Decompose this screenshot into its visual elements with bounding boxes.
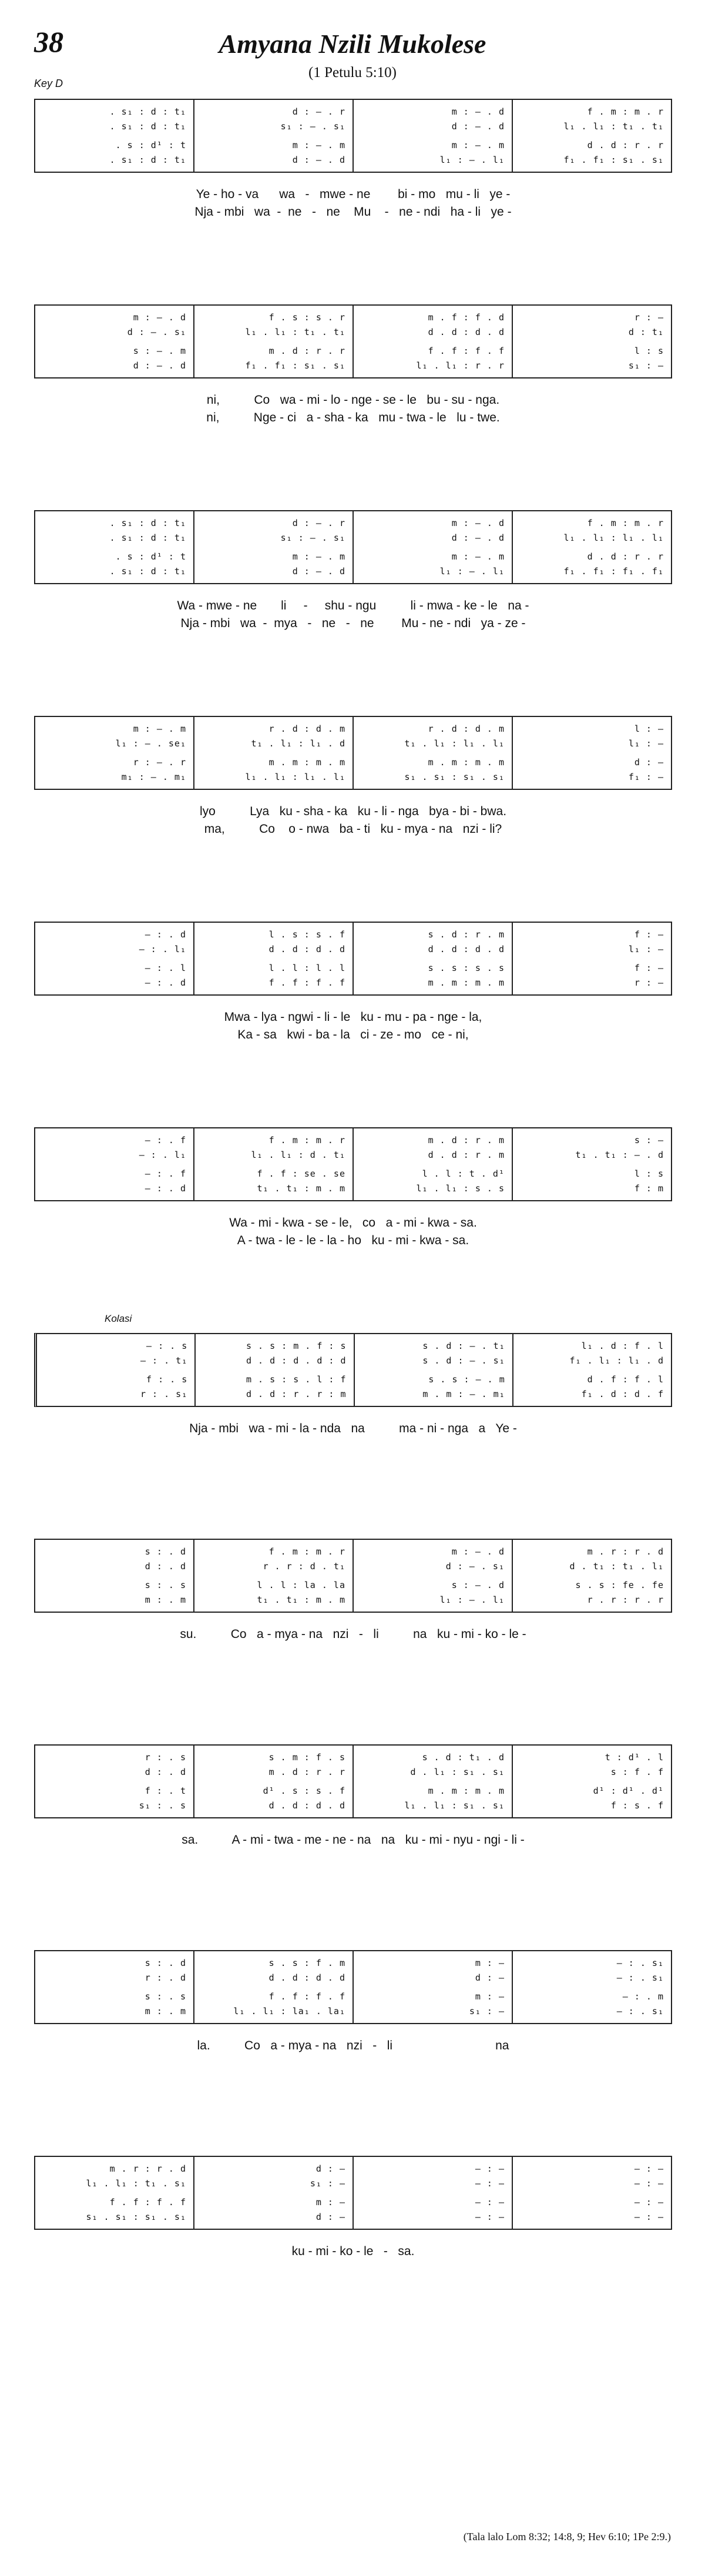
solfa-voice-line: f : — bbox=[634, 963, 664, 974]
lyric-line: Nja - mbi wa - mi - la - nda na ma - ni - nga a Ye - bbox=[189, 1422, 517, 1435]
solfa-voice-line: d : – . s₁ bbox=[127, 326, 186, 337]
measure bbox=[354, 100, 513, 172]
measure bbox=[194, 1540, 354, 1612]
solfa-voice-line: s : . d bbox=[145, 1958, 186, 1968]
scripture-reference: (1 Petulu 5:10) bbox=[308, 65, 397, 81]
measure bbox=[194, 511, 354, 583]
solfa-voice-line: s : . d bbox=[145, 1546, 186, 1557]
solfa-voice-line: s₁ : — bbox=[469, 2005, 505, 2016]
solfa-voice-line: m : – . d bbox=[451, 518, 505, 528]
solfa-voice-line: — : . l₁ bbox=[139, 943, 186, 954]
solfa-voice-line: d : — bbox=[315, 2211, 345, 2222]
measure bbox=[513, 1746, 671, 1817]
lyric-line: sa. A - mi - twa - me - ne - na na ku - mi - nyu - ngi - li - bbox=[182, 1833, 525, 1847]
solfa-voice-line: d . t₁ : t₁ . l₁ bbox=[569, 1560, 664, 1572]
lyric-line: Ka - sa kwi - ba - la ci - ze - mo ce - ni, bbox=[237, 1028, 469, 1041]
solfa-voice-line: d : — bbox=[634, 757, 664, 768]
measure bbox=[35, 100, 194, 172]
solfa-voice-line: t₁ . l₁ : l₁ . d bbox=[251, 738, 345, 749]
staff-box bbox=[34, 716, 672, 790]
solfa-voice-line: — : — bbox=[634, 2211, 664, 2222]
solfa-voice-line: d : – . d bbox=[292, 154, 345, 165]
solfa-voice-line: l . l : l . l bbox=[268, 963, 345, 974]
solfa-voice-line: m . d : r . r bbox=[268, 346, 345, 357]
measure bbox=[194, 1746, 354, 1817]
music-system bbox=[34, 510, 672, 630]
measure bbox=[513, 100, 671, 172]
hymn-number: 38 bbox=[34, 25, 63, 58]
solfa-voice-line: m : – . m bbox=[451, 140, 505, 151]
solfa-voice-line: d¹ . s : s . f bbox=[263, 1786, 345, 1797]
solfa-voice-line: f . f : f . f bbox=[428, 346, 505, 357]
staff-box bbox=[34, 510, 672, 584]
solfa-voice-line: l : s bbox=[634, 346, 664, 357]
measure bbox=[513, 923, 671, 994]
solfa-voice-line: m . m : m . m bbox=[428, 1786, 505, 1797]
solfa-voice-line: d : — bbox=[315, 2163, 345, 2174]
solfa-voice-line: t₁ . t₁ : m . m bbox=[257, 1183, 345, 1194]
solfa-voice-line: m : – . m bbox=[451, 551, 505, 562]
solfa-voice-line: — : . m bbox=[622, 1991, 664, 2002]
lyric-line: Nja - mbi wa - ne - ne Mu - ne - ndi ha - li ye - bbox=[194, 205, 512, 219]
lyric-line: Mwa - lya - ngwi - li - le ku - mu - pa - nge - la, bbox=[224, 1010, 482, 1024]
lyric-line: Ye - ho - va wa - mwe - ne bi - mo mu - li ye - bbox=[196, 187, 511, 201]
solfa-voice-line: — : . s bbox=[146, 1341, 188, 1351]
lyric-line: la. Co a - mya - na nzi - li na bbox=[197, 2039, 509, 2052]
measure bbox=[513, 1540, 671, 1612]
solfa-voice-line: l₁ . l₁ : s . s bbox=[416, 1183, 505, 1194]
solfa-voice-line: l₁ : — bbox=[628, 738, 664, 749]
solfa-voice-line: — : — bbox=[634, 2178, 664, 2189]
measure bbox=[37, 1334, 196, 1406]
solfa-voice-line: — : — bbox=[475, 2211, 505, 2222]
solfa-voice-line: m : — bbox=[475, 1991, 505, 2002]
solfa-voice-line: r : — bbox=[634, 312, 664, 323]
solfa-voice-line: — : — bbox=[475, 2163, 505, 2174]
solfa-voice-line: m : – . m bbox=[292, 551, 345, 562]
music-system bbox=[34, 1313, 672, 1435]
solfa-voice-line: d . d : d . d bbox=[268, 1972, 345, 1983]
solfa-voice-line: s . s : – . m bbox=[428, 1374, 505, 1385]
solfa-voice-line: m . m : – . m₁ bbox=[422, 1388, 505, 1399]
solfa-voice-line: f₁ . f₁ : s₁ . s₁ bbox=[563, 154, 664, 165]
solfa-voice-line: l₁ . l₁ : t₁ . s₁ bbox=[86, 2178, 186, 2189]
solfa-voice-line: f . f : f . f bbox=[268, 977, 345, 988]
solfa-voice-line: l . l : la . la bbox=[257, 1580, 345, 1591]
solfa-voice-line: d : – . d bbox=[451, 120, 505, 132]
solfa-voice-line: r . d : d . m bbox=[268, 723, 345, 734]
solfa-voice-line: s : f . f bbox=[610, 1766, 664, 1777]
staff-box bbox=[34, 1950, 672, 2024]
solfa-voice-line: — : — bbox=[475, 2178, 505, 2189]
solfa-voice-line: t₁ . t₁ : m . m bbox=[257, 1594, 345, 1605]
solfa-voice-line: — : . d bbox=[145, 977, 186, 988]
solfa-voice-line: d : – . s₁ bbox=[445, 1560, 505, 1572]
solfa-voice-line: m : – . d bbox=[451, 106, 505, 117]
solfa-voice-line: m . d : r . m bbox=[428, 1135, 505, 1145]
measure bbox=[354, 1746, 513, 1817]
lyrics bbox=[34, 1009, 672, 1044]
solfa-voice-line: f . f : f . f bbox=[109, 2197, 186, 2208]
hymn-title: Amyana Nzili Mukolese bbox=[219, 29, 486, 59]
lyrics bbox=[34, 186, 672, 221]
lyric-line: lyo Lya ku - sha - ka ku - li - nga bya - bi - bwa. bbox=[199, 805, 507, 818]
measure bbox=[35, 1746, 194, 1817]
solfa-voice-line: . s₁ : d : t₁ bbox=[109, 154, 186, 165]
solfa-voice-line: m : – . m bbox=[292, 140, 345, 151]
solfa-voice-line: d . d : r . r bbox=[587, 140, 664, 151]
solfa-voice-line: s : . s bbox=[145, 1580, 186, 1591]
solfa-voice-line: l₁ . l₁ : d . t₁ bbox=[251, 1149, 345, 1160]
solfa-voice-line: f : . t bbox=[145, 1786, 186, 1797]
solfa-voice-line: d : – . r bbox=[292, 518, 345, 528]
measure bbox=[35, 1951, 194, 2023]
solfa-voice-line: . s₁ : d : t₁ bbox=[109, 120, 186, 132]
solfa-voice-line: d : . d bbox=[145, 1766, 186, 1777]
solfa-voice-line: l₁ . l₁ : t₁ . t₁ bbox=[245, 326, 345, 337]
solfa-voice-line: m . r : r . d bbox=[587, 1546, 664, 1557]
measure bbox=[513, 1334, 671, 1406]
solfa-voice-line: m . m : m . m bbox=[428, 757, 505, 768]
music-system bbox=[34, 716, 672, 836]
solfa-voice-line: s₁ : — bbox=[628, 360, 664, 371]
measure bbox=[354, 1951, 513, 2023]
solfa-voice-line: t₁ . l₁ : l₁ . l₁ bbox=[404, 738, 505, 749]
solfa-voice-line: l . l : t . d¹ bbox=[422, 1168, 505, 1180]
measure bbox=[194, 100, 354, 172]
solfa-voice-line: l : — bbox=[634, 723, 664, 734]
solfa-voice-line: f₁ . d : d . f bbox=[581, 1388, 664, 1399]
lyric-line: Wa - mwe - ne li - shu - ngu li - mwa - ke - le na - bbox=[177, 599, 529, 612]
solfa-voice-line: l₁ : — bbox=[628, 943, 664, 954]
solfa-voice-line: m . m : m . m bbox=[268, 757, 345, 768]
solfa-voice-line: s₁ . s₁ : s₁ . s₁ bbox=[404, 771, 505, 782]
measure bbox=[513, 306, 671, 377]
music-system bbox=[34, 304, 672, 424]
solfa-voice-line: d : – . d bbox=[292, 565, 345, 577]
solfa-voice-line: d . d : d . d bbox=[268, 1800, 345, 1811]
lyrics bbox=[34, 391, 672, 427]
solfa-voice-line: s . d : t₁ . d bbox=[422, 1752, 505, 1763]
measure bbox=[35, 1128, 194, 1200]
solfa-voice-line: . s₁ : d : t₁ bbox=[109, 532, 186, 543]
solfa-voice-line: . s₁ : d : t₁ bbox=[109, 518, 186, 528]
solfa-voice-line: f : — bbox=[634, 929, 664, 940]
solfa-voice-line: d : – . d bbox=[451, 532, 505, 543]
solfa-voice-line: l . s : s . f bbox=[268, 929, 345, 940]
lyrics bbox=[34, 2243, 672, 2260]
measure bbox=[35, 511, 194, 583]
solfa-voice-line: — : — bbox=[634, 2197, 664, 2208]
solfa-voice-line: d . f : f . l bbox=[587, 1374, 664, 1385]
solfa-voice-line: f₁ : — bbox=[628, 771, 664, 782]
solfa-voice-line: . s : d¹ : t bbox=[115, 140, 186, 151]
measure bbox=[513, 1951, 671, 2023]
solfa-voice-line: r . r : d . t₁ bbox=[263, 1560, 345, 1572]
solfa-voice-line: — : . d bbox=[145, 929, 186, 940]
lyric-line: Nja - mbi wa - mya - ne - ne Mu - ne - ndi ya - ze - bbox=[180, 617, 526, 630]
solfa-voice-line: f₁ . f₁ : f₁ . f₁ bbox=[563, 565, 664, 577]
lyrics bbox=[34, 1214, 672, 1250]
solfa-voice-line: l₁ . l₁ : l₁ . l₁ bbox=[563, 532, 664, 543]
solfa-voice-line: m : — bbox=[475, 1958, 505, 1968]
solfa-voice-line: — : — bbox=[634, 2163, 664, 2174]
solfa-voice-line: s . s : fe . fe bbox=[575, 1580, 664, 1591]
measure bbox=[513, 717, 671, 789]
measure bbox=[513, 1128, 671, 1200]
solfa-voice-line: s₁ . s₁ : s₁ . s₁ bbox=[86, 2211, 186, 2222]
measure bbox=[354, 717, 513, 789]
music-system bbox=[34, 1744, 672, 1847]
solfa-voice-line: m . d : r . r bbox=[268, 1766, 345, 1777]
solfa-voice-line: d . l₁ : s₁ . s₁ bbox=[410, 1766, 505, 1777]
solfa-voice-line: f . m : m . r bbox=[587, 518, 664, 528]
solfa-voice-line: d¹ : d¹ . d¹ bbox=[593, 1786, 664, 1797]
staff-box bbox=[34, 1539, 672, 1613]
measure bbox=[354, 511, 513, 583]
measure bbox=[35, 306, 194, 377]
solfa-voice-line: f . f : f . f bbox=[268, 1991, 345, 2002]
solfa-voice-line: r . d : d . m bbox=[428, 723, 505, 734]
solfa-voice-line: — : . l₁ bbox=[139, 1149, 186, 1160]
solfa-voice-line: r . r : r . r bbox=[587, 1594, 664, 1605]
lyric-line: su. Co a - mya - na nzi - li na ku - mi - ko - le - bbox=[180, 1627, 526, 1641]
solfa-voice-line: — : . d bbox=[145, 1183, 186, 1194]
solfa-voice-line: l₁ . l₁ : la₁ . la₁ bbox=[233, 2005, 345, 2016]
lyrics bbox=[34, 1420, 672, 1438]
solfa-voice-line: m . r : r . d bbox=[109, 2163, 186, 2174]
staff-box bbox=[34, 922, 672, 996]
staff-box bbox=[34, 1127, 672, 1201]
measure bbox=[354, 2157, 513, 2229]
solfa-voice-line: f . s : s . r bbox=[268, 312, 345, 323]
solfa-voice-line: l : s bbox=[634, 1168, 664, 1180]
solfa-voice-line: d : — bbox=[475, 1972, 505, 1983]
solfa-voice-line: l₁ . l₁ : r . r bbox=[416, 360, 505, 371]
solfa-voice-line: l₁ . d : f . l bbox=[581, 1341, 664, 1351]
solfa-voice-line: f : m bbox=[634, 1183, 664, 1194]
measure bbox=[354, 923, 513, 994]
solfa-voice-line: d . d : d . d : d bbox=[246, 1355, 347, 1366]
measure bbox=[513, 511, 671, 583]
music-system bbox=[34, 1539, 672, 1641]
solfa-voice-line: s . s : s . s bbox=[428, 963, 505, 974]
solfa-voice-line: m : – . d bbox=[133, 312, 186, 323]
solfa-voice-line: f . f : se . se bbox=[257, 1168, 345, 1180]
measure bbox=[35, 1540, 194, 1612]
solfa-voice-line: m₁ : – . m₁ bbox=[121, 771, 186, 782]
solfa-voice-line: m : . m bbox=[145, 1594, 186, 1605]
solfa-voice-line: s : — bbox=[634, 1135, 664, 1145]
lyric-line: ma, Co o - nwa ba - ti ku - mya - na nzi - li? bbox=[204, 822, 502, 836]
solfa-voice-line: — : . f bbox=[145, 1168, 186, 1180]
solfa-voice-line: d . d : d . d bbox=[428, 326, 505, 337]
solfa-voice-line: d : t₁ bbox=[628, 326, 664, 337]
chorus-label: Kolasi bbox=[105, 1313, 132, 1324]
solfa-voice-line: l₁ : – . l₁ bbox=[439, 1594, 505, 1605]
lyric-line: A - twa - le - le - la - ho ku - mi - kwa - sa. bbox=[237, 1234, 469, 1247]
measure bbox=[354, 1128, 513, 1200]
lyrics bbox=[34, 803, 672, 838]
solfa-voice-line: d : . d bbox=[145, 1560, 186, 1572]
solfa-voice-line: l₁ . l₁ : l₁ . l₁ bbox=[245, 771, 345, 782]
solfa-voice-line: m : – . d bbox=[451, 1546, 505, 1557]
music-system bbox=[34, 1127, 672, 1247]
solfa-voice-line: — : . s₁ bbox=[616, 2005, 664, 2016]
solfa-voice-line: s . d : r . m bbox=[428, 929, 505, 940]
staff-box bbox=[34, 2156, 672, 2230]
staff-box bbox=[34, 304, 672, 378]
measure bbox=[196, 1334, 354, 1406]
lyrics bbox=[34, 1831, 672, 1849]
solfa-voice-line: — : . s₁ bbox=[616, 1958, 664, 1968]
solfa-voice-line: m . f : f . d bbox=[428, 312, 505, 323]
lyrics bbox=[34, 1626, 672, 1643]
solfa-voice-line: . s : d¹ : t bbox=[115, 551, 186, 562]
solfa-voice-line: s₁ : . s bbox=[139, 1800, 186, 1811]
solfa-voice-line: s : . s bbox=[145, 1991, 186, 2002]
solfa-voice-line: — : — bbox=[475, 2197, 505, 2208]
solfa-voice-line: — : . f bbox=[145, 1135, 186, 1145]
solfa-voice-line: s₁ : – . s₁ bbox=[280, 532, 345, 543]
solfa-voice-line: — : . t₁ bbox=[140, 1355, 188, 1366]
lyrics bbox=[34, 2037, 672, 2055]
solfa-voice-line: d . d : d . d bbox=[268, 943, 345, 954]
lyric-line: ni, Co wa - mi - lo - nge - se - le bu - su - nga. bbox=[206, 393, 500, 407]
solfa-voice-line: . s₁ : d : t₁ bbox=[109, 106, 186, 117]
solfa-voice-line: r : . s₁ bbox=[140, 1388, 188, 1399]
solfa-voice-line: s . s : f . m bbox=[268, 1958, 345, 1968]
measure bbox=[194, 1951, 354, 2023]
solfa-voice-line: m : — bbox=[315, 2197, 345, 2208]
solfa-voice-line: f₁ . l₁ : l₁ . d bbox=[569, 1355, 664, 1366]
lyrics bbox=[34, 597, 672, 632]
solfa-voice-line: r : — bbox=[634, 977, 664, 988]
solfa-voice-line: l₁ . l₁ : t₁ . t₁ bbox=[563, 120, 664, 132]
measure bbox=[194, 306, 354, 377]
lyric-line: ni, Nge - ci a - sha - ka mu - twa - le lu - twe. bbox=[206, 411, 500, 424]
solfa-voice-line: d : – . d bbox=[133, 360, 186, 371]
solfa-voice-line: r : – . r bbox=[133, 757, 186, 768]
solfa-voice-line: l₁ : – . l₁ bbox=[439, 565, 505, 577]
solfa-voice-line: t₁ . t₁ : – . d bbox=[575, 1149, 664, 1160]
solfa-voice-line: m : – . m bbox=[133, 723, 186, 734]
solfa-voice-line: — : . l bbox=[145, 963, 186, 974]
measure bbox=[354, 1540, 513, 1612]
measure bbox=[35, 923, 194, 994]
solfa-voice-line: l₁ . l₁ : s₁ . s₁ bbox=[404, 1800, 505, 1811]
solfa-voice-line: d : – . r bbox=[292, 106, 345, 117]
solfa-voice-line: d . d : r . r : m bbox=[246, 1388, 347, 1399]
solfa-voice-line: l₁ : – . l₁ bbox=[439, 154, 505, 165]
measure bbox=[194, 923, 354, 994]
solfa-voice-line: m . m : m . m bbox=[428, 977, 505, 988]
measure bbox=[35, 717, 194, 789]
solfa-voice-line: m . s : s . l : f bbox=[246, 1374, 347, 1385]
footnote: (Tala lalo Lom 8:32; 14:8, 9; Hev 6:10; 1Pe 2:9.) bbox=[463, 2531, 671, 2542]
measure bbox=[513, 2157, 671, 2229]
music-system bbox=[34, 99, 672, 219]
solfa-voice-line: . s₁ : d : t₁ bbox=[109, 565, 186, 577]
lyric-line: Wa - mi - kwa - se - le, co a - mi - kwa - sa. bbox=[229, 1216, 477, 1230]
solfa-voice-line: s : – . d bbox=[451, 1580, 505, 1591]
solfa-voice-line: s₁ : — bbox=[310, 2178, 345, 2189]
staff-box bbox=[34, 1333, 672, 1407]
measure bbox=[194, 717, 354, 789]
solfa-voice-line: r : . s bbox=[145, 1752, 186, 1763]
measure bbox=[355, 1334, 513, 1406]
solfa-voice-line: s . s : m . f : s bbox=[246, 1341, 347, 1351]
solfa-voice-line: s₁ : – . s₁ bbox=[280, 120, 345, 132]
staff-box bbox=[34, 99, 672, 173]
solfa-voice-line: d . d : r . r bbox=[587, 551, 664, 562]
solfa-voice-line: f : . s bbox=[146, 1374, 188, 1385]
solfa-voice-line: l₁ : – . se₁ bbox=[115, 738, 186, 749]
measure bbox=[194, 2157, 354, 2229]
music-system bbox=[34, 922, 672, 1041]
key-signature: Key D bbox=[34, 78, 63, 89]
solfa-voice-line: s . d : – . s₁ bbox=[422, 1355, 505, 1366]
solfa-voice-line: d . d : d . d bbox=[428, 943, 505, 954]
measure bbox=[194, 1128, 354, 1200]
solfa-voice-line: f . m : m . r bbox=[268, 1135, 345, 1145]
measure bbox=[354, 306, 513, 377]
staff-box bbox=[34, 1744, 672, 1818]
solfa-voice-line: s . d : – . t₁ bbox=[422, 1341, 505, 1351]
lyric-line: ku - mi - ko - le - sa. bbox=[291, 2245, 415, 2258]
measure bbox=[35, 2157, 194, 2229]
solfa-voice-line: — : . s₁ bbox=[616, 1972, 664, 1983]
solfa-voice-line: s : – . m bbox=[133, 346, 186, 357]
music-system bbox=[34, 2156, 672, 2258]
solfa-voice-line: f . m : m . r bbox=[268, 1546, 345, 1557]
solfa-voice-line: f . m : m . r bbox=[587, 106, 664, 117]
solfa-voice-line: f₁ . f₁ : s₁ . s₁ bbox=[245, 360, 345, 371]
solfa-voice-line: s . m : f . s bbox=[268, 1752, 345, 1763]
solfa-voice-line: f : s . f bbox=[610, 1800, 664, 1811]
solfa-voice-line: r : . d bbox=[145, 1972, 186, 1983]
solfa-voice-line: t : d¹ . l bbox=[605, 1752, 664, 1763]
solfa-voice-line: m : . m bbox=[145, 2005, 186, 2016]
music-system bbox=[34, 1950, 672, 2052]
solfa-voice-line: d . d : r . m bbox=[428, 1149, 505, 1160]
